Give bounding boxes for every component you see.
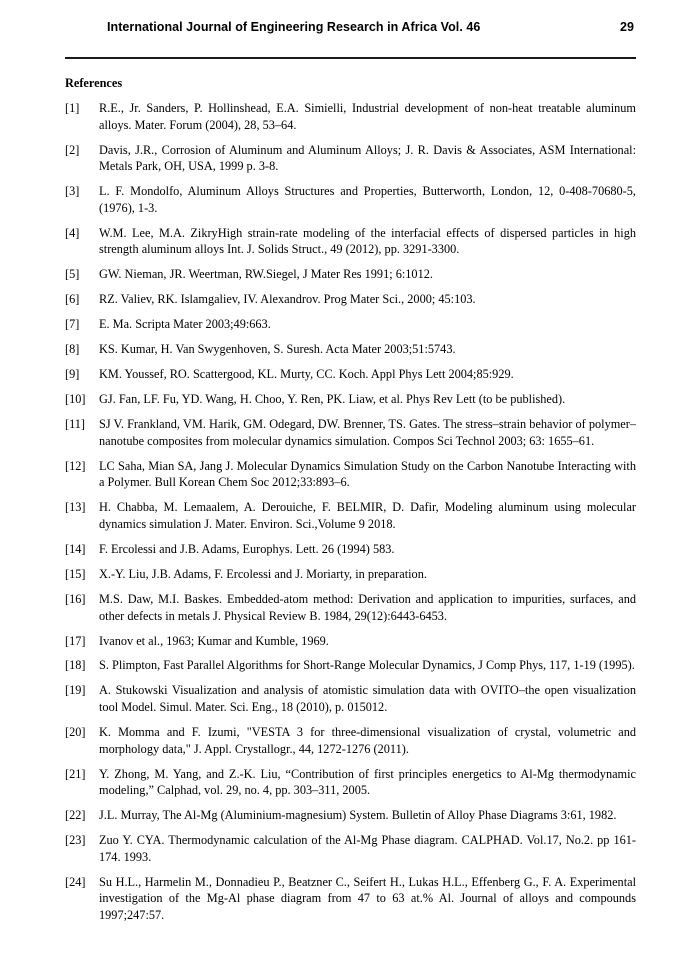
reference-entry [65,566,636,583]
reference-text: Su H.L., Harmelin M., Donnadieu P., Beatzner C., Seifert H., Lukas H.L., Effenberg G., F. A. Experimental investigation of the Mg-Al phase diagram from 47 to 63 at.% Al. Journal of alloys and compounds 1997;247:57. [99,874,636,922]
journal-title: International Journal of Engineering Research in Africa Vol. 46 [107,20,481,34]
reference-text: M.S. Daw, M.I. Baskes. Embedded-atom method: Derivation and application to impurities, surfaces, and other defects in metals J. Physical Review B. 1984, 29(12):6443-6453. [99,591,636,623]
reference-entry [65,291,636,308]
reference-text: KS. Kumar, H. Van Swygenhoven, S. Suresh. Acta Mater 2003;51:5743. [99,342,456,357]
reference-entry [65,682,636,715]
reference-list [65,100,636,924]
reference-number: [1] [65,101,80,115]
reference-text: J.L. Murray, The Al-Mg (Aluminium-magnesium) System. Bulletin of Alloy Phase Diagrams 3:61, 1982. [99,808,617,823]
reference-number: [5] [65,267,80,282]
reference-text: Zuo Y. CYA. Thermodynamic calculation of the Al-Mg Phase diagram. CALPHAD. Vol.17, No.2. pp 161-174. 1993. [99,833,636,864]
reference-number: [7] [65,317,80,332]
reference-entry [65,499,636,532]
reference-text: K. Momma and F. Izumi, "VESTA 3 for three-dimensional visualization of crystal, volumetric and morphology data," J. Appl. Crystallogr., 44, 1272-1276 (2011). [99,725,636,756]
reference-number: [23] [65,833,86,848]
reference-text: SJ V. Frankland, VM. Harik, GM. Odegard, DW. Brenner, TS. Gates. The stress–strain behavior of polymer– nanotube composites from molecular dynamics simulation. Compos Sci Technol 2003; 63: 1655–61. [99,417,636,448]
reference-number: [4] [65,225,80,240]
reference-text: GW. Nieman, JR. Weertman, RW.Siegel, J Mater Res 1991; 6:1012. [99,267,433,282]
reference-text: W.M. Lee, M.A. ZikryHigh strain-rate modeling of the interfacial effects of dispersed particles in high strength aluminum alloys Int. J. Solids Struct., 49 (2012), pp. 3291-3300. [99,225,636,257]
reference-text: KM. Youssef, RO. Scattergood, KL. Murty, CC. Koch. Appl Phys Lett 2004;85:929. [99,367,514,382]
reference-entry [65,100,636,133]
reference-entry [65,724,636,757]
reference-number: [17] [65,633,86,648]
reference-text: RZ. Valiev, RK. Islamgaliev, IV. Alexandrov. Prog Mater Sci., 2000; 45:103. [99,292,476,307]
reference-entry [65,366,636,383]
reference-entry [65,266,636,283]
reference-text: GJ. Fan, LF. Fu, YD. Wang, H. Choo, Y. Ren, PK. Liaw, et al. Phys Rev Lett (to be published). [99,392,566,407]
reference-entry [65,766,636,799]
reference-text: Ivanov et al., 1963; Kumar and Kumble, 1969. [99,633,329,648]
reference-number: [10] [65,392,86,407]
header-divider-rule [65,57,636,59]
reference-text: Davis, J.R., Corrosion of Aluminum and Aluminum Alloys; J. R. Davis & Associates, ASM International: Metals Park, OH, USA, 1999 p. 3-8. [99,142,636,174]
reference-number: [21] [65,766,86,781]
reference-entry [65,391,636,408]
reference-number: [3] [65,184,80,199]
reference-entry [65,458,636,491]
running-header [65,20,636,34]
reference-number: [24] [65,874,86,889]
reference-text: R.E., Jr. Sanders, P. Hollinshead, E.A. Simielli, Industrial development of non-heat treatable aluminum alloys. Mater. Forum (2004), 28, 53–64. [99,101,636,132]
reference-entry [65,316,636,333]
reference-number: [14] [65,541,86,556]
reference-entry [65,591,636,624]
reference-number: [15] [65,566,86,581]
reference-number: [18] [65,658,86,673]
references-section [65,76,636,924]
reference-entry [65,225,636,258]
reference-text: X.-Y. Liu, J.B. Adams, F. Ercolessi and J. Moriarty, in preparation. [99,566,427,581]
page-number: 29 [619,20,634,34]
reference-number: [22] [65,808,86,823]
reference-entry [65,874,636,924]
reference-entry [65,416,636,449]
reference-text: E. Ma. Scripta Mater 2003;49:663. [99,317,271,332]
reference-text: F. Ercolessi and J.B. Adams, Europhys. Lett. 26 (1994) 583. [99,541,395,556]
reference-number: [16] [65,591,86,606]
section-heading-references: References [65,76,123,90]
reference-entry [65,341,636,358]
reference-number: [12] [65,458,86,473]
reference-text: Y. Zhong, M. Yang, and Z.-K. Liu, “Contribution of first principles energetics to Al-Mg thermodynamic modeling,” Calphad, vol. 29, no. 4, pp. 303–311, 2005. [99,766,636,798]
reference-entry [65,633,636,650]
reference-number: [6] [65,292,80,307]
reference-text: L. F. Mondolfo, Aluminum Alloys Structures and Properties, Butterworth, London, 12, 0-408-70680-5, (1976), 1-3. [99,184,636,215]
reference-number: [19] [65,683,86,698]
reference-number: [11] [65,417,86,432]
reference-text: A. Stukowski Visualization and analysis of atomistic simulation data with OVITO–the open visualization tool Model. Simul. Mater. Sci. Eng., 18 (2010), p. 015012. [99,683,636,715]
reference-entry [65,657,636,674]
reference-entry [65,541,636,558]
reference-entry [65,183,636,216]
reference-text: H. Chabba, M. Lemaalem, A. Derouiche, F. BELMIR, D. Dafir, Modeling aluminum using molecular dynamics simulation J. Mater. Environ. Sci.,Volume 9 2018. [99,500,636,531]
reference-number: [20] [65,725,86,740]
reference-entry [65,807,636,824]
reference-number: [2] [65,142,80,157]
reference-entry [65,142,636,175]
reference-number: [9] [65,367,80,382]
reference-number: [13] [65,500,86,515]
reference-entry [65,832,636,865]
reference-text: S. Plimpton, Fast Parallel Algorithms for Short-Range Molecular Dynamics, J Comp Phys, 117, 1-19 (1995). [99,658,635,673]
reference-text: LC Saha, Mian SA, Jang J. Molecular Dynamics Simulation Study on the Carbon Nanotube Interacting with a Polymer. Bull Korean Chem Soc 2012;33:893–6. [99,458,636,490]
reference-number: [8] [65,342,80,357]
